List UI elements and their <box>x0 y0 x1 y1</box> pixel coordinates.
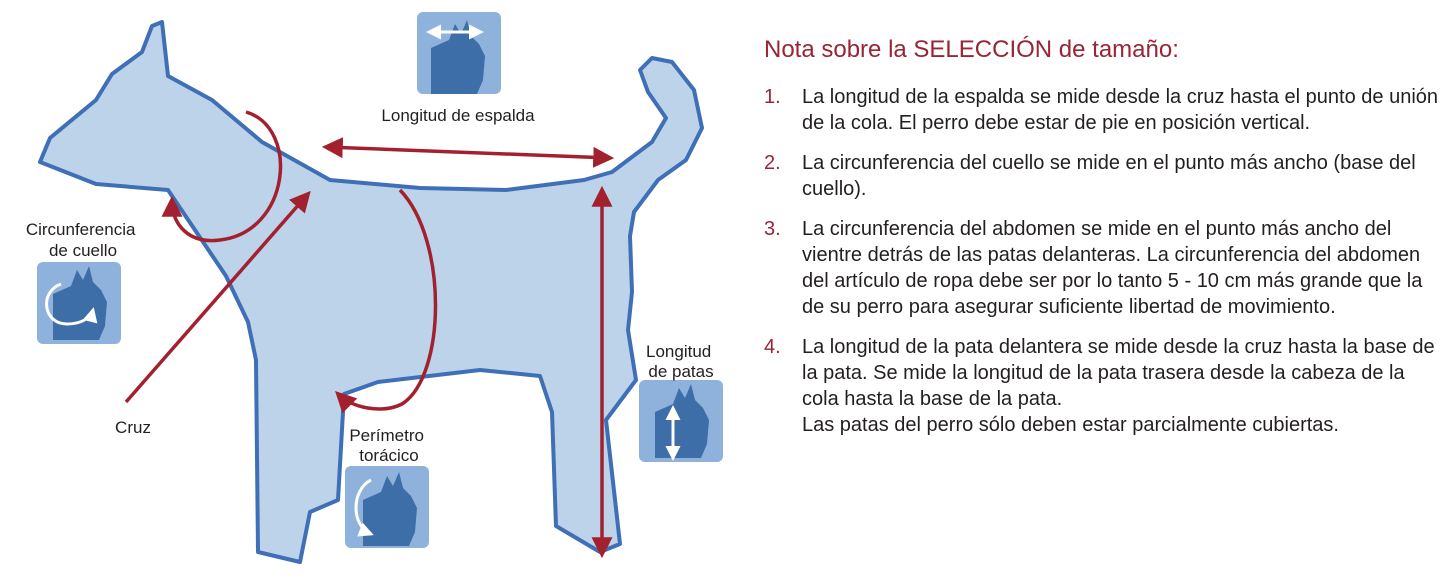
note-item-number: 1. <box>764 86 781 108</box>
note-item <box>764 150 1444 202</box>
note-item <box>764 216 1444 320</box>
withers-label: Cruz <box>115 418 151 437</box>
size-selection-note <box>764 36 1444 452</box>
note-item-text: La longitud de la pata delantera se mide desde la cruz hasta la base de la pata. Se mide la longitud de la pata trasera desde la cabeza de la cola hasta la base de la pata. Las patas del perro sólo deben estar parcialmente cubiertas. <box>802 336 1435 436</box>
neck-circumference-label-line2: de cuello <box>48 241 118 260</box>
note-item-number: 3. <box>764 218 781 240</box>
note-list <box>764 84 1444 438</box>
leg-length-label-line2: de patas <box>648 362 714 381</box>
dog-back-length-icon <box>417 12 501 94</box>
leg-length-label-line1: Longitud <box>646 342 712 361</box>
chest-girth-label-line1: Perímetro <box>349 426 424 445</box>
chest-girth-label-line2: torácico <box>359 446 419 465</box>
note-item-number: 4. <box>764 336 781 358</box>
note-title: Nota sobre la SELECCIÓN de tamaño: <box>764 36 1179 63</box>
dog-chest-girth-icon <box>345 466 429 548</box>
note-item-number: 2. <box>764 152 781 174</box>
leg-length-label <box>646 342 716 381</box>
note-item <box>764 334 1444 438</box>
neck-circumference-label <box>26 220 140 260</box>
neck-circumference-label-line1: Circunferencia <box>25 220 136 239</box>
note-item-text: La longitud de la espalda se mide desde la cruz hasta el punto de unión de la cola. El perro debe estar de pie en posición vertical. <box>802 86 1439 134</box>
back-length-label: Longitud de espalda <box>381 106 535 125</box>
chest-girth-label <box>349 426 428 465</box>
note-item-text: La circunferencia del cuello se mide en el punto más ancho (base del cuello). <box>802 152 1416 200</box>
note-item <box>764 84 1444 136</box>
dog-neck-circumference-icon <box>37 262 121 344</box>
note-item-text: La circunferencia del abdomen se mide en el punto más ancho del vientre detrás de las patas delanteras. La circunferencia del abdomen del artículo de ropa debe ser por lo tanto 5 - 10 cm más grande que la de su perro para asegurar suficiente libertad de movimiento. <box>802 218 1423 318</box>
dog-leg-length-icon <box>639 380 723 462</box>
back-length-arrow <box>326 147 610 158</box>
